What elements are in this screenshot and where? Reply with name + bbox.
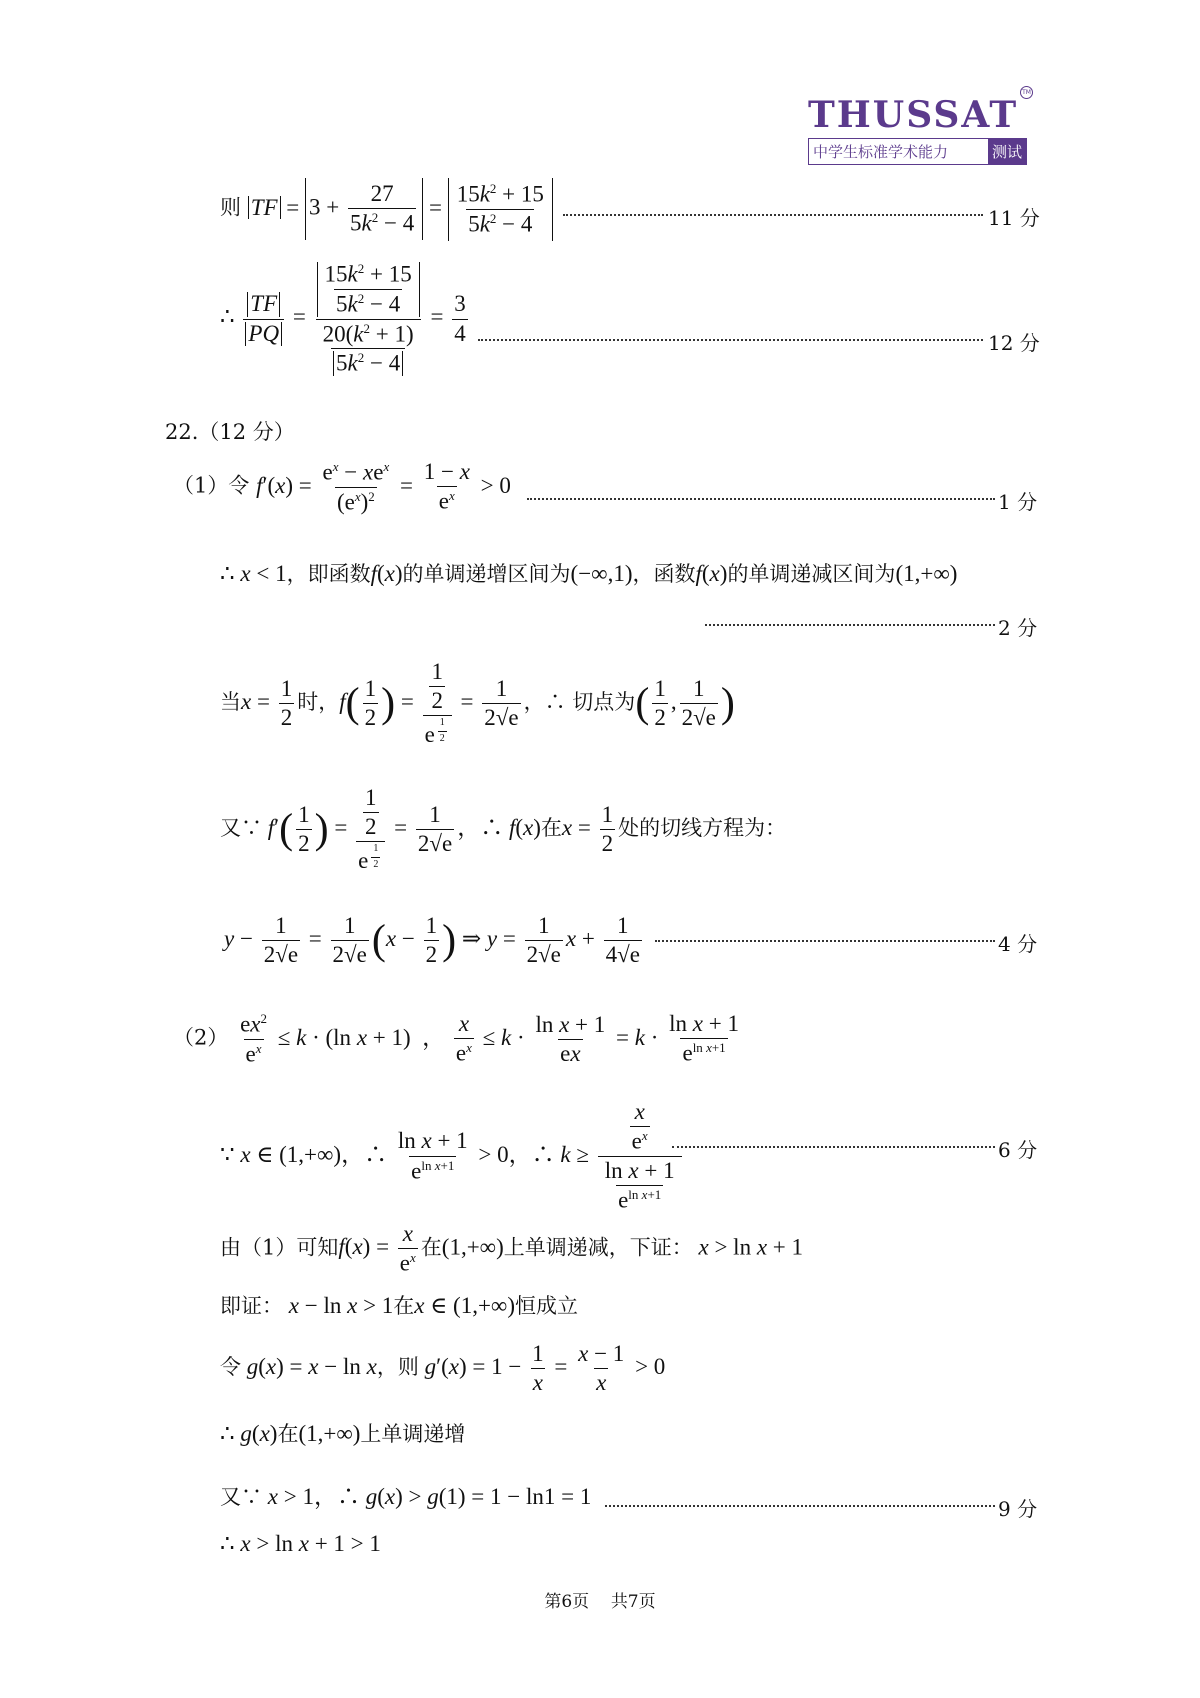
dots-6 (672, 1146, 995, 1148)
score-2: 2 分 (998, 616, 1038, 640)
tf-line: 则 TF = 3 + $\frac{27}{5k^2 - 4}$ = $\frac{15k^2 + 15}{5k^2 - 4}$ (220, 178, 553, 241)
g-increasing-line: ∴ g(x)在(1,+∞)上单调递增 (220, 1421, 466, 1446)
logo-wordmark: THUSSAT (808, 94, 1019, 136)
monotonic-line: ∴ x < 1，即函数f(x)的单调递增区间为(−∞,1)，函数f(x)的单调递减区间为(1,+∞) (220, 561, 958, 586)
prove-line: 即证： x − ln x > 1在x ∈ (1,+∞)恒成立 (220, 1293, 578, 1318)
score-1: 1 分 (998, 490, 1038, 514)
part1-derivative: （1）令 f′(x) = $\frac{e^x - xe^x}{(e^x)^2}$ = $\frac{1 - x}{e^x}$ > 0 (173, 459, 511, 515)
score-4: 4 分 (998, 932, 1038, 956)
dots-2 (705, 624, 995, 626)
logo-sub-left: 中学生标准学术能力 (813, 143, 949, 161)
g-definition-line: 令 g(x) = x − ln x，则 g′(x) = 1 − $\frac{1}{x}$ = $\frac{x - 1}{x}$ > 0 (220, 1341, 666, 1396)
conclusion-line: ∴ x > ln x + 1 > 1 (220, 1531, 381, 1556)
score-9: 9 分 (998, 1497, 1038, 1521)
from-part1-line: 由（1）可知f(x) = $\frac{x}{e^x}$ 在(1,+∞)上单调递减，下证： x > ln x + 1 (220, 1221, 804, 1276)
footer-total: 共7页 (610, 1592, 656, 1612)
dots-11 (563, 214, 983, 216)
logo-sub-right: 测试 (988, 139, 1026, 164)
question-22-title: 22.（12 分） (165, 420, 295, 444)
tangent-equation: y − $\frac{1}{2√e}$ = $\frac{1}{2√e}$ (x − $\frac{1}{2}$ ) ⇒ y = $\frac{1}{2√e}$ x + $\frac{1}{4√e}$ (224, 913, 640, 968)
part2-inequality: （2） $\frac{ex^2}{e^x}$ ≤ k · (ln x + 1) ， $\frac{x}{e^x}$ ≤ k · $\frac{\text{ln x + 1}}{ex}$ = k · $\frac{\text{ln x + 1}}{e^{ln x+1}}$ (173, 1011, 739, 1067)
ze-label: 则 (220, 195, 241, 220)
score-11: 11 分 (988, 206, 1040, 230)
tangent-point-line: 当x = $\frac{1}{2}$ 时，f( $\frac{1}{2}$ ) = $\frac{1}{2}$ e $^{\frac{1}{2}}$ = $\frac{1}{2√e}$ ，∴ 切点为( $\frac{1}{2}$ , $\frac{1}{2√e}$ ) (220, 659, 735, 748)
dots-12 (478, 339, 983, 341)
score-6: 6 分 (998, 1138, 1038, 1162)
dots-1 (527, 498, 995, 500)
trademark-badge: TM (1020, 86, 1033, 99)
slope-line: 又∵ f′( $\frac{1}{2}$ ) = $\frac{1}{2}$ e $^{\frac{1}{2}}$ = $\frac{1}{2√e}$ ，∴ f(x)在x = $\frac{1}{2}$ 处的切线方程为： (220, 785, 787, 874)
page-footer (0, 1587, 1200, 1612)
ratio-line: ∴ $\frac{TF}{PQ}$ = $\frac{\frac{15k^2 + 15}{5k^2 - 4}}{\frac{20(k^2 + 1)}{5k^2 - 4}}$ = $\frac{3}{4}$ (220, 261, 466, 377)
logo-subtitle (808, 138, 1027, 165)
thussat-logo (808, 94, 1040, 165)
score-12: 12 分 (988, 331, 1040, 355)
k-bound-line: ∵ x ∈ (1,+∞)，∴ $\frac{\text{ln x + 1}}{e^{ln x+1}}$ > 0，∴ k ≥ $\frac{\frac{x}{e^x}}{\frac{\text{ln x + 1}}{e^{ln x+1}}}$ (220, 1100, 685, 1213)
dots-9 (605, 1505, 995, 1507)
dots-4 (655, 940, 995, 942)
g-value-line: 又∵ x > 1，∴ g(x) > g(1) = 1 − ln1 = 1 (220, 1484, 592, 1509)
footer-page: 第6页 (544, 1592, 590, 1612)
